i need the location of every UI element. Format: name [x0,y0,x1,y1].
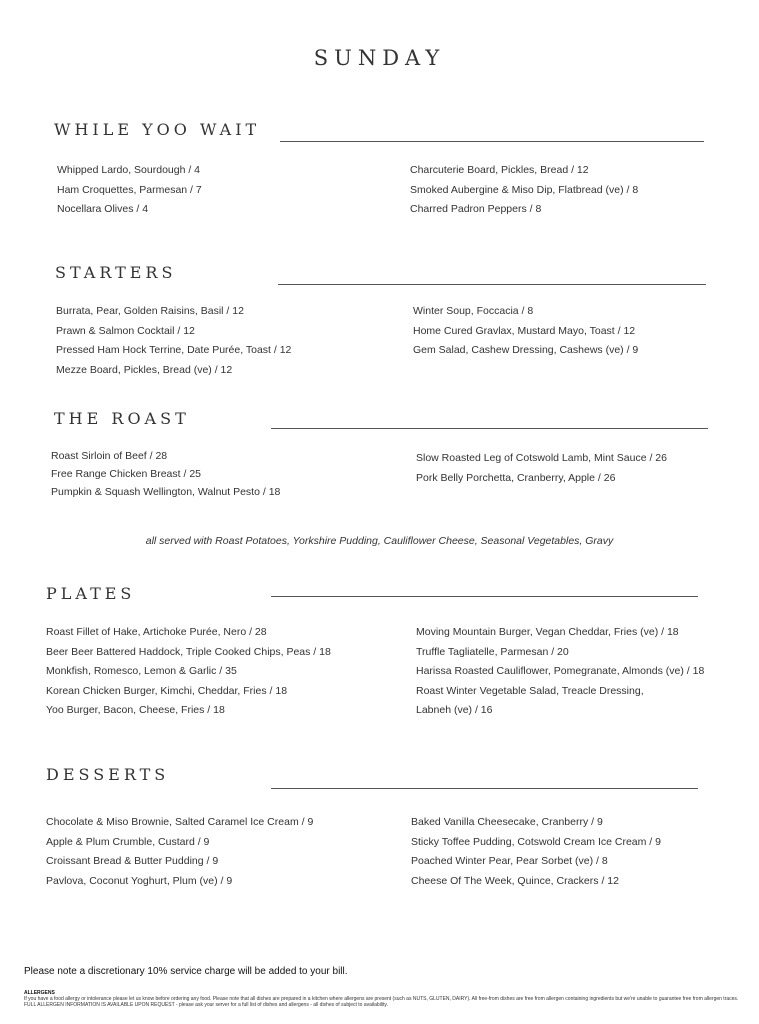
section-heading-the-roast: THE ROAST [54,409,190,428]
roast-accompaniments-note: all served with Roast Potatoes, Yorkshire Pudding, Cauliflower Cheese, Seasonal Vegetables, Gravy [145,535,614,547]
menu-item: Sticky Toffee Pudding, Cotswold Cream Ice Cream / 9 [411,835,661,848]
menu-item: Pavlova, Coconut Yoghurt, Plum (ve) / 9 [46,874,233,887]
page-title: SUNDAY [313,46,446,70]
section-divider [271,596,698,597]
menu-item: Beer Beer Battered Haddock, Triple Cooked Chips, Peas / 18 [46,645,331,658]
menu-item: Smoked Aubergine & Miso Dip, Flatbread (ve) / 8 [410,183,639,196]
menu-item: Mezze Board, Pickles, Bread (ve) / 12 [56,363,233,376]
section-heading-plates: PLATES [46,584,136,603]
menu-item: Pressed Ham Hock Terrine, Date Purée, Toast / 12 [56,344,292,356]
starters-left-column [56,302,291,380]
menu-item: Roast Sirloin of Beef / 28 [51,450,168,462]
menu-item: Home Cured Gravlax, Mustard Mayo, Toast / 12 [413,324,636,337]
roast-left-column [51,448,280,503]
menu-item: Burrata, Pear, Golden Raisins, Basil / 12 [56,305,244,317]
while-you-wait-right-column [410,161,638,220]
section-heading-starters: STARTERS [55,263,177,282]
menu-item: Charcuterie Board, Pickles, Bread / 12 [410,164,589,176]
menu-item: Pumpkin & Squash Wellington, Walnut Pesto / 18 [51,486,281,498]
service-charge-note: Please note a discretionary 10% service charge will be added to your bill. [24,966,348,977]
menu-item: Cheese Of The Week, Quince, Crackers / 12 [411,874,619,887]
desserts-left-column [46,813,313,891]
menu-item: Whipped Lardo, Sourdough / 4 [57,164,201,176]
allergens-heading: ALLERGENS [24,990,55,996]
menu-item: Winter Soup, Foccacia / 8 [413,305,534,317]
menu-item: Free Range Chicken Breast / 25 [51,467,201,480]
menu-item: Ham Croquettes, Parmesan / 7 [57,183,202,196]
menu-item: Prawn & Salmon Cocktail / 12 [56,324,195,337]
menu-item: Labneh (ve) / 16 [416,704,493,716]
section-heading-desserts: DESSERTS [46,765,170,784]
plates-right-column [416,623,704,721]
roast-right-column [416,449,667,488]
desserts-right-column [411,813,661,891]
allergens-disclaimer: If you have a food allergy or intolerance please let us know before ordering any food. Please note that all dishes are prepared in a kitchen where allergens are present (such as NUTS, GLUTEN, DAIRY). All free-from dishes are free from allergen containing ingredients but we're unable to guarantee free from allergen traces. FULL ALLERGEN INFORMATION IS AVAILABLE UPON REQUEST - please ask your server for a full list of dishes and allergens - all dishes of subject to availability. [24,996,739,1008]
menu-item: Croissant Bread & Butter Pudding / 9 [46,855,219,867]
menu-item: Chocolate & Miso Brownie, Salted Caramel Ice Cream / 9 [46,816,314,828]
section-divider [271,788,698,789]
menu-item: Poached Winter Pear, Pear Sorbet (ve) / 8 [411,855,608,867]
menu-item: Roast Winter Vegetable Salad, Treacle Dressing, [416,684,644,697]
menu-item: Monkfish, Romesco, Lemon & Garlic / 35 [46,665,237,677]
section-divider [278,284,706,285]
plates-left-column [46,623,331,721]
menu-item: Charred Padron Peppers / 8 [410,203,542,215]
menu-item: Slow Roasted Leg of Cotswold Lamb, Mint Sauce / 26 [416,452,667,464]
menu-item: Baked Vanilla Cheesecake, Cranberry / 9 [411,816,603,828]
menu-item: Truffle Tagliatelle, Parmesan / 20 [416,645,569,658]
menu-item: Gem Salad, Cashew Dressing, Cashews (ve) / 9 [413,344,639,356]
section-divider [280,141,704,142]
menu-item: Yoo Burger, Bacon, Cheese, Fries / 18 [46,704,225,716]
section-heading-while-you-wait: WHILE YOO WAIT [54,120,261,139]
while-you-wait-left-column [57,161,202,220]
starters-right-column [413,302,638,361]
menu-item: Moving Mountain Burger, Vegan Cheddar, Fries (ve) / 18 [416,626,679,638]
section-divider [271,428,708,429]
menu-item: Roast Fillet of Hake, Artichoke Purée, Nero / 28 [46,626,267,638]
menu-item: Nocellara Olives / 4 [57,203,149,215]
menu-item: Korean Chicken Burger, Kimchi, Cheddar, Fries / 18 [46,684,288,697]
menu-item: Pork Belly Porchetta, Cranberry, Apple / 26 [416,471,616,484]
menu-item: Harissa Roasted Cauliflower, Pomegranate, Almonds (ve) / 18 [416,665,705,677]
menu-item: Apple & Plum Crumble, Custard / 9 [46,835,210,848]
